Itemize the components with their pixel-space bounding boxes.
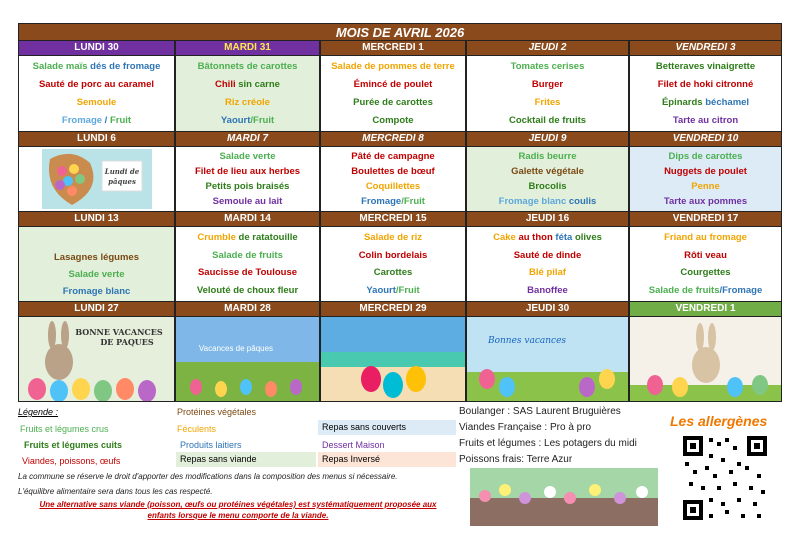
menu-item xyxy=(197,232,297,243)
menu-item-text: /Fromage xyxy=(719,284,763,296)
menu-item xyxy=(532,79,563,90)
day-header: MARDI 31 xyxy=(175,41,320,56)
menu-item xyxy=(197,285,298,296)
menu-item-text: Fromage xyxy=(61,114,103,126)
day-header: JEUDI 30 xyxy=(466,302,629,317)
menu-item-text: Radis beurre xyxy=(518,151,577,162)
svg-text:pâques: pâques xyxy=(107,177,136,186)
day-menu xyxy=(18,227,175,302)
menu-item xyxy=(212,250,283,261)
menu-item xyxy=(366,181,420,192)
menu-item-text: Fromage blanc xyxy=(62,286,131,297)
week-1-menus xyxy=(18,56,782,132)
menu-item-text: Filet de hoki citronné xyxy=(657,79,754,91)
menu-item-text: Cake xyxy=(493,232,519,244)
menu-item-text: sin carne xyxy=(238,79,280,91)
menu-item xyxy=(221,115,274,126)
legend-title: Légende : xyxy=(18,407,59,417)
day-header: VENDREDI 10 xyxy=(629,132,782,147)
menu-item xyxy=(359,250,428,261)
day-menu xyxy=(175,56,320,132)
menu-item xyxy=(535,97,561,108)
menu-item-text: Colin bordelais xyxy=(358,249,428,261)
svg-text:Vacances de pâques: Vacances de pâques xyxy=(198,344,274,353)
menu-item-text: / xyxy=(102,114,110,126)
svg-text:Bonnes vacances: Bonnes vacances xyxy=(487,336,567,346)
supplier: Boulanger : SAS Laurent Bruguières xyxy=(459,406,621,417)
menu-item xyxy=(664,166,747,177)
menu-item-text: Sauté de dinde xyxy=(513,249,582,261)
menu-item xyxy=(673,115,738,126)
menu-item-text: Épinards xyxy=(661,96,706,108)
menu-item-text: au thon xyxy=(518,232,556,244)
menu-item-text: coulis xyxy=(568,196,597,207)
menu-item-text: Pâté de campagne xyxy=(351,151,435,162)
menu-item xyxy=(33,61,161,72)
legend-item: Féculents xyxy=(177,424,217,434)
menu-item xyxy=(225,97,270,108)
menu-item xyxy=(658,79,754,90)
svg-text:Lundi de: Lundi de xyxy=(104,167,139,176)
day-header: LUNDI 30 xyxy=(18,41,175,56)
week-4-header xyxy=(18,302,782,317)
legend-item: Dessert Maison xyxy=(322,440,385,450)
day-header: VENDREDI 17 xyxy=(629,212,782,227)
menu-item xyxy=(39,79,154,90)
day-menu xyxy=(18,56,175,132)
menu-item-text: Salade verte xyxy=(68,269,125,280)
svg-text:DE PAQUES: DE PAQUES xyxy=(100,337,154,347)
menu-item xyxy=(493,232,602,243)
menu-item-text: Fruit xyxy=(109,114,132,126)
menu-item xyxy=(511,61,585,72)
day-menu xyxy=(466,227,629,302)
menu-item xyxy=(331,61,455,72)
menu-item-text: Filet de lieu aux herbes xyxy=(194,166,301,177)
easter-basket-image xyxy=(42,149,152,209)
menu-item xyxy=(366,285,419,296)
legend-item: Repas Inversé xyxy=(318,452,456,467)
day-menu xyxy=(320,227,466,302)
legend-item: Repas sans viande xyxy=(176,452,316,467)
menu-item-text: Yaourt xyxy=(220,114,251,126)
menu-item xyxy=(195,166,300,177)
menu-item-text: Fromage blanc xyxy=(498,196,569,207)
menu-item xyxy=(62,115,131,126)
menu-item xyxy=(220,151,276,162)
menu-item-text: Carottes xyxy=(373,267,413,279)
supplier: Viandes Française : Pro à pro xyxy=(459,422,592,433)
menu-item-text: Betteraves vinaigrette xyxy=(655,61,756,73)
menu-item xyxy=(509,115,586,126)
day-menu xyxy=(629,56,782,132)
menu-item xyxy=(518,151,576,162)
week-3-menus xyxy=(18,227,782,302)
day-header: LUNDI 27 xyxy=(18,302,175,317)
menu-item-text: dés de fromage xyxy=(90,61,161,73)
day-header: VENDREDI 1 xyxy=(629,302,782,317)
menu-item xyxy=(374,267,413,278)
menu-item xyxy=(69,269,125,280)
day-header: LUNDI 6 xyxy=(18,132,175,147)
menu-item xyxy=(527,285,568,296)
beach-image xyxy=(320,317,466,402)
day-header: JEUDI 16 xyxy=(466,212,629,227)
menu-item-text: Galette végétale xyxy=(511,166,584,177)
menu-item-text: Yaourt xyxy=(366,284,396,296)
menu-item-text: Coquillettes xyxy=(365,181,421,192)
field-image xyxy=(175,317,320,402)
menu-item-text: Boulettes de bœuf xyxy=(351,166,435,177)
menu-item xyxy=(664,232,747,243)
menu-item xyxy=(364,232,422,243)
menu-item-text: Velouté de choux fleur xyxy=(196,284,299,296)
menu-item-text: /Fruit xyxy=(395,284,420,296)
menu-item-text: Sauté de porc au caramel xyxy=(38,79,155,91)
menu-item-text: Semoule xyxy=(76,96,117,108)
menu-item-text: Friand au fromage xyxy=(664,232,747,244)
menu-item-text: Banoffee xyxy=(527,284,568,296)
menu-item xyxy=(669,151,743,162)
bunny-image xyxy=(18,317,175,402)
menu-item xyxy=(529,267,566,278)
menu-item-text: Crumble xyxy=(197,232,239,244)
allergens-title: Les allergènes xyxy=(670,413,768,429)
menu-item-text: Semoule au lait xyxy=(212,196,283,207)
menu-item xyxy=(198,267,297,278)
menu-item xyxy=(351,151,434,162)
day-menu xyxy=(175,147,320,212)
menu-item-text: Salade de riz xyxy=(363,232,423,244)
day-header: MERCREDI 15 xyxy=(320,212,466,227)
qr-code-icon[interactable] xyxy=(681,434,769,522)
menu-item xyxy=(662,97,749,108)
day-menu xyxy=(629,147,782,212)
menu-item-text: /Fruit xyxy=(401,196,425,207)
menu-item-text: Tomates cerises xyxy=(510,61,585,73)
menu-item xyxy=(213,196,283,207)
day-header: VENDREDI 3 xyxy=(629,41,782,56)
day-header: MARDI 7 xyxy=(175,132,320,147)
menu-item-text: Compote xyxy=(372,114,414,126)
week-2-menus xyxy=(18,147,782,212)
menu-item xyxy=(528,181,566,192)
menu-item xyxy=(354,79,433,90)
legend-item: Fruits et légumes cuits xyxy=(24,440,123,450)
menu-item xyxy=(680,267,730,278)
day-header: MARDI 14 xyxy=(175,212,320,227)
lundi-paques-image xyxy=(18,147,175,212)
menu-item xyxy=(63,286,131,297)
menu-item-text: Blé pilaf xyxy=(529,267,566,279)
supplier: Fruits et légumes : Les potagers du midi xyxy=(459,438,637,449)
menu-item-text: Salade verte xyxy=(219,151,276,162)
day-menu xyxy=(629,227,782,302)
supplier: Poissons frais: Terre Azur xyxy=(459,454,573,465)
week-2-header xyxy=(18,132,782,147)
menu-item xyxy=(511,166,584,177)
menu-item-text: Tarte aux pommes xyxy=(663,196,748,207)
legend-item: Fruits et légumes crus xyxy=(20,424,109,434)
day-menu xyxy=(320,56,466,132)
day-header: MARDI 28 xyxy=(175,302,320,317)
menu-item-text: olives xyxy=(574,232,602,244)
legend-item: Produits laitiers xyxy=(180,440,242,450)
menu-item xyxy=(664,196,747,207)
menu-item xyxy=(54,252,139,263)
week-4-images xyxy=(18,317,782,402)
week-3-header xyxy=(18,212,782,227)
menu-item-text: Saucisse de Toulouse xyxy=(197,267,298,279)
menu-item xyxy=(514,250,582,261)
menu-item-text: Bâtonnets de carottes xyxy=(197,61,298,73)
menu-item-text: Frites xyxy=(534,96,561,108)
menu-item xyxy=(649,285,763,296)
menu-item-text: Burger xyxy=(531,79,564,91)
day-header: MERCREDI 1 xyxy=(320,41,466,56)
bunny2-image xyxy=(629,317,782,402)
menu-item xyxy=(361,196,425,207)
menu-item-text: Tarte au citron xyxy=(672,114,739,126)
alternative-notice: Une alternative sans viande (poisson, œufs ou protéines végétales) est systématiquement proposée aux enfants lorsque le menu comporte de la viande. xyxy=(39,500,437,520)
menu-item xyxy=(198,61,298,72)
bunny-image-text: BONNE VACANCES xyxy=(75,327,163,337)
menu-item-text: Nuggets de poulet xyxy=(664,166,747,177)
day-header: MERCREDI 29 xyxy=(320,302,466,317)
menu-item-text: Salade maïs xyxy=(32,61,91,73)
menu-item-text: Petits pois braisés xyxy=(205,181,290,192)
menu-item-text: féta xyxy=(555,232,575,244)
flowers-image xyxy=(470,468,658,526)
menu-item xyxy=(206,181,290,192)
day-header: LUNDI 13 xyxy=(18,212,175,227)
legend-item: Protéines végétales xyxy=(177,407,257,417)
week-1-header xyxy=(18,41,782,56)
day-header: JEUDI 2 xyxy=(466,41,629,56)
menu-item-text: Purée de carottes xyxy=(353,96,433,108)
day-menu xyxy=(320,147,466,212)
menu-item xyxy=(215,79,280,90)
note: L'équilibre alimentaire sera dans tous les cas respecté. xyxy=(18,487,213,496)
day-header: JEUDI 9 xyxy=(466,132,629,147)
menu-item xyxy=(691,181,720,192)
menu-item-text: Cocktail de fruits xyxy=(508,114,587,126)
day-menu xyxy=(466,56,629,132)
legend-item: Repas sans couverts xyxy=(318,420,456,435)
menu-item xyxy=(656,61,755,72)
menu-item xyxy=(372,115,413,126)
menu-item-text: Penne xyxy=(691,181,720,192)
menu-item-text: Salade de fruits xyxy=(212,249,283,261)
menu-item xyxy=(353,97,433,108)
menu-item-text: de ratatouille xyxy=(238,232,298,244)
day-menu xyxy=(466,147,629,212)
menu-item-text: Lasagnes légumes xyxy=(53,252,139,263)
menu-item-text: Rôti veau xyxy=(684,249,727,261)
menu-item xyxy=(77,97,117,108)
menu-item xyxy=(351,166,434,177)
menu-item-text: Fromage xyxy=(361,196,402,207)
menu-item-text: Salade de pommes de terre xyxy=(331,61,455,73)
menu-title: MOIS DE AVRIL 2026 xyxy=(18,23,782,41)
menu-item xyxy=(684,250,727,261)
menu-item-text: Salade de fruits xyxy=(648,284,720,296)
menu-item-text: Brocolis xyxy=(528,181,567,192)
day-menu xyxy=(175,227,320,302)
note: La commune se réserve le droit d'apporter des modifications dans la composition des menus si nécessaire. xyxy=(18,472,398,481)
banner-image xyxy=(466,317,629,402)
legend-item: Viandes, poissons, œufs xyxy=(22,456,121,466)
menu-item-text: Dips de carottes xyxy=(668,151,743,162)
menu-item xyxy=(499,196,597,207)
menu-item-text: Courgettes xyxy=(680,267,731,279)
menu-item-text: béchamel xyxy=(705,96,750,108)
menu-item-text: Riz créole xyxy=(225,96,270,108)
menu-item-text: Émincé de poulet xyxy=(353,79,433,91)
menu-item-text: /Fruit xyxy=(250,114,275,126)
day-header: MERCREDI 8 xyxy=(320,132,466,147)
menu-item-text: Chili xyxy=(215,79,239,91)
